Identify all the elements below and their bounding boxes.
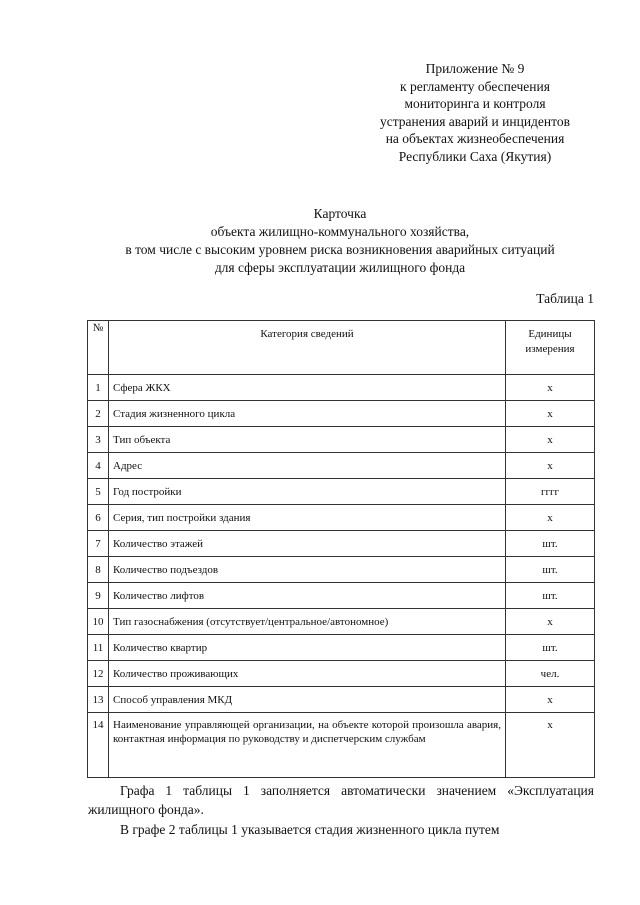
appendix-line: Республики Саха (Якутия) xyxy=(398,148,552,164)
table-row xyxy=(88,505,595,531)
row-unit: гггг xyxy=(506,479,595,505)
row-unit: шт. xyxy=(506,583,595,609)
row-category: Количество проживающих xyxy=(109,661,506,687)
row-unit: x xyxy=(506,375,595,401)
row-category: Количество лифтов xyxy=(109,583,506,609)
appendix-line: к регламенту обеспечения xyxy=(400,78,550,94)
appendix-block xyxy=(330,60,620,165)
paragraph: В графе 2 таблицы 1 указывается стадия жизненного цикла путем xyxy=(120,822,500,837)
document-title xyxy=(60,205,620,277)
row-unit: x xyxy=(506,687,595,713)
row-unit: шт. xyxy=(506,635,595,661)
table-row xyxy=(88,713,595,778)
row-unit: x xyxy=(506,427,595,453)
row-unit: x xyxy=(506,401,595,427)
table-row xyxy=(88,453,595,479)
row-unit: чел. xyxy=(506,661,595,687)
table-row xyxy=(88,557,595,583)
header-category: Категория сведений xyxy=(109,321,506,375)
appendix-line: устранения аварий и инцидентов xyxy=(380,113,570,129)
row-category: Способ управления МКД xyxy=(109,687,506,713)
row-category: Количество этажей xyxy=(109,531,506,557)
row-number: 11 xyxy=(88,635,109,661)
row-number: 2 xyxy=(88,401,109,427)
table-row xyxy=(88,583,595,609)
appendix-line: мониторинга и контроля xyxy=(404,96,546,111)
row-unit: x xyxy=(506,505,595,531)
row-number: 13 xyxy=(88,687,109,713)
row-category: Год постройки xyxy=(109,479,506,505)
row-number: 10 xyxy=(88,609,109,635)
header-number: № xyxy=(88,321,109,375)
row-number: 9 xyxy=(88,583,109,609)
row-number: 3 xyxy=(88,427,109,453)
title-line: объекта жилищно-коммунального хозяйства, xyxy=(210,224,470,239)
row-category: Наименование управляющей организации, на объекте которой произошла авария, контактная информация по руководству и диспетчерским службам xyxy=(109,713,506,778)
row-category: Серия, тип постройки здания xyxy=(109,505,506,531)
table-row xyxy=(88,375,595,401)
header-units: Единицы измерения xyxy=(506,321,595,375)
row-number: 6 xyxy=(88,505,109,531)
row-unit: шт. xyxy=(506,531,595,557)
row-unit: x xyxy=(506,453,595,479)
row-category: Сфера ЖКХ xyxy=(109,375,506,401)
title-line: Карточка xyxy=(313,206,367,221)
row-number: 4 xyxy=(88,453,109,479)
table-row xyxy=(88,661,595,687)
table-row xyxy=(88,687,595,713)
table-label: Таблица 1 xyxy=(536,291,594,306)
appendix-line: Приложение № 9 xyxy=(425,61,525,76)
table-row xyxy=(88,635,595,661)
table-row xyxy=(88,609,595,635)
row-category: Количество квартир xyxy=(109,635,506,661)
row-category: Тип газоснабжения (отсутствует/центральное/автономное) xyxy=(109,609,506,635)
row-number: 1 xyxy=(88,375,109,401)
title-line: в том числе с высоким уровнем риска возникновения аварийных ситуаций xyxy=(125,242,555,257)
table-row xyxy=(88,531,595,557)
table-row xyxy=(88,401,595,427)
row-unit: x xyxy=(506,713,595,778)
paragraph: Графа 1 таблицы 1 заполняется автоматически значением «Эксплуатация жилищного фонда». xyxy=(88,783,594,817)
row-category: Количество подъездов xyxy=(109,557,506,583)
row-category: Стадия жизненного цикла xyxy=(109,401,506,427)
appendix-line: на объектах жизнеобеспечения xyxy=(385,131,565,146)
title-line: для сферы эксплуатации жилищного фонда xyxy=(214,260,466,275)
row-unit: шт. xyxy=(506,557,595,583)
row-unit: x xyxy=(506,609,595,635)
info-table xyxy=(87,320,595,778)
table-row xyxy=(88,427,595,453)
row-number: 5 xyxy=(88,479,109,505)
table-header-row xyxy=(88,321,595,375)
row-number: 14 xyxy=(88,713,109,778)
row-category: Адрес xyxy=(109,453,506,479)
row-number: 7 xyxy=(88,531,109,557)
row-number: 8 xyxy=(88,557,109,583)
table-row xyxy=(88,479,595,505)
row-category: Тип объекта xyxy=(109,427,506,453)
row-number: 12 xyxy=(88,661,109,687)
